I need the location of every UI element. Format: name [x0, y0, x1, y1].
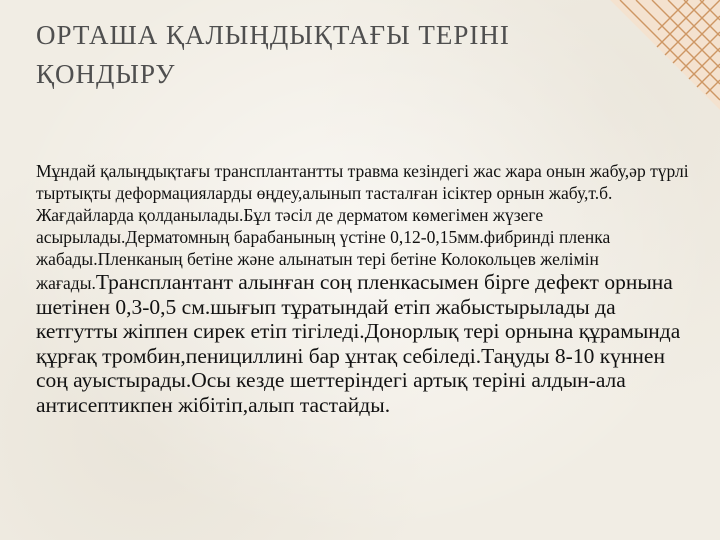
- slide-title: ОРТАША ҚАЛЫҢДЫҚТАҒЫ ТЕРІНІ ҚОНДЫРУ: [36, 20, 510, 89]
- body-text-large: Трансплантант алынған соң пленкасымен бірге дефект орнына шетінен 0,3-0,5 см.шығып тұратындай етіп жабыстырылады да кетгутты жіппен сирек етіп тігіледі.Донорлық тері орнына құрамында құрғақ тромбин,пенициллині бар ұнтақ себіледі.Таңуды 8-10 күннен соң ауыстырады.Осы кезде шеттеріндегі артық теріні алдын-ала антисептикпен жібітіп,алып тастайды.: [36, 270, 681, 417]
- body-text-small: Мұндай қалыңдықтағы трансплантантты травма кезіндегі жас жара онын жабу,әр түрлі тыртықты деформацияларды өңдеу,алынып тасталған ісіктер орнын жабу,т.б. Жағдайларда қолданылады.Бұл тәсіл де дерматом көмегімен жүзеге асырылады.Дерматомның барабанының үстіне 0,12-0,15мм.фибринді пленка жабады.Пленканың бетіне және алынатын тері бетіне Колокольцев желімін жағады.: [36, 161, 689, 293]
- slide-body: [36, 160, 698, 417]
